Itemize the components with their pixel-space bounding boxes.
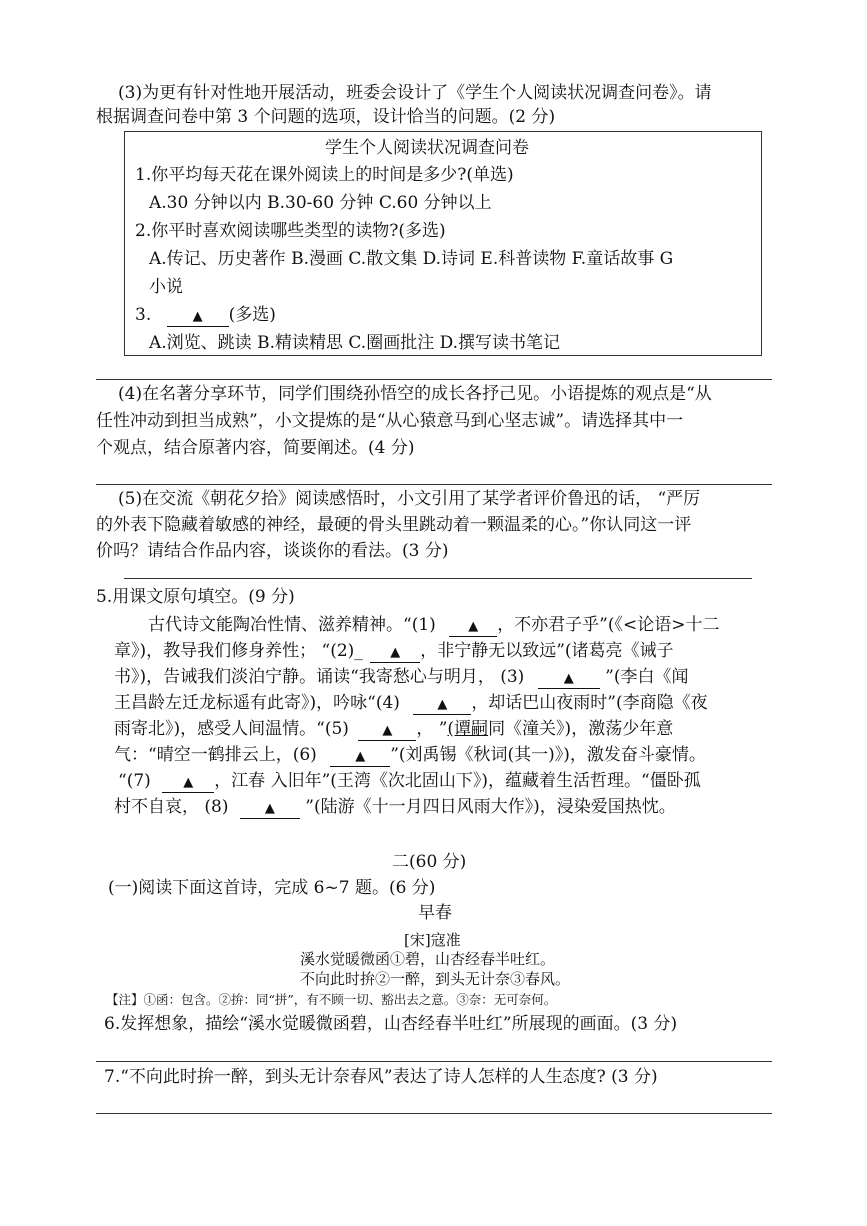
q5-line4 — [114, 692, 708, 715]
q5part-line1: (5)在交流《朝花夕拾》阅读感悟时，小文引用了某学者评价鲁迅的话， “严厉 — [118, 489, 701, 509]
q5part-line3: 价吗？请结合作品内容，谈谈你的看法。(3 分) — [96, 541, 449, 561]
triangle-marker-icon: ▲ — [563, 671, 574, 686]
poem-author: [宋]寇准 — [404, 931, 461, 949]
fill-blank-4 — [413, 694, 471, 715]
q5-text: ，却话巴山夜雨时”(李商隐《夜 — [471, 693, 708, 713]
q5-text: ，非宁静无以致远”(诸葛亮《诫子 — [420, 641, 674, 661]
poem-note: 【注】①函：包含。②拚：同“拼”，有不顾一切、豁出去之意。③奈：无可奈何。 — [106, 992, 557, 1007]
fill-blank-5 — [358, 720, 416, 741]
q3-line1: (3)为更有针对性地开展活动，班委会设计了《学生个人阅读状况调查问卷》。请 — [118, 83, 712, 103]
fill-blank-3 — [538, 668, 600, 689]
q4-line2: 任性冲动到担当成熟”，小文提炼的是“从心猿意马到心坚志诚”。请选择其中一 — [96, 411, 684, 431]
survey-q3 — [135, 304, 276, 327]
fill-blank-2 — [370, 642, 420, 663]
fill-blank-7 — [162, 772, 214, 793]
survey-q3-blank — [167, 306, 229, 327]
q5-line8 — [114, 796, 676, 819]
q5-text: 章》)，教导我们修身养性； “(2)_ — [114, 641, 363, 661]
poem-line1: 溪水觉暖微函①碧，山杏经春半吐红。 — [300, 950, 556, 968]
fill-blank-1 — [449, 616, 497, 637]
triangle-marker-icon: ▲ — [355, 749, 366, 764]
triangle-marker-icon: ▲ — [183, 775, 194, 790]
answer-line — [96, 379, 772, 380]
triangle-marker-icon: ▲ — [390, 645, 401, 660]
poem-title: 早春 — [418, 903, 452, 923]
survey-q1: 1.你平均每天花在课外阅读上的时间是多少?(单选) — [135, 165, 514, 185]
q5-text: 王昌龄左迁龙标遥有此寄》)，吟咏“(4) — [114, 693, 400, 713]
survey-box — [124, 131, 762, 356]
triangle-marker-icon: ▲ — [468, 619, 479, 634]
answer-line — [96, 1061, 772, 1062]
poem-line2: 不向此时拚②一醉，到头无计奈③春风。 — [300, 970, 571, 988]
fill-blank-6 — [330, 746, 390, 767]
q4-line3: 个观点，结合原著内容，简要阐述。(4 分) — [96, 438, 415, 458]
q5-text: 书》)，告诫我们淡泊宁静。诵读“我寄愁心与明月， (3) — [114, 667, 525, 687]
q5-text: ，不亦君子乎”(《<论语>十二 — [497, 615, 720, 635]
q5-text: 雨寄北》)，感受人间温情。“(5) — [114, 719, 349, 739]
q5-text: ， ” — [416, 719, 448, 739]
answer-line — [96, 484, 772, 485]
triangle-marker-icon: ▲ — [382, 723, 393, 738]
q5-line1 — [148, 614, 720, 637]
q5-text: ”(李白《闻 — [599, 667, 689, 687]
q5-heading: 5.用课文原句填空。(9 分) — [96, 587, 295, 607]
survey-q3-suffix: (多选) — [228, 305, 276, 325]
q4-line1: (4)在名著分享环节，同学们围绕孙悟空的成长各抒己见。小语提炼的观点是“从 — [118, 384, 712, 404]
q5-text-underlined: (谭嗣 — [447, 719, 489, 739]
q5-text: “(7) — [118, 771, 151, 791]
q5-line2 — [114, 640, 674, 663]
q5-text: 村不自哀， (8) — [114, 797, 229, 817]
answer-line — [96, 1113, 772, 1114]
q5-text: ”(刘禹锡《秋词(其一)》)，激发奋斗豪情。 — [390, 745, 706, 765]
triangle-marker-icon: ▲ — [437, 697, 448, 712]
q5-text: ，江春 入旧年”(王湾《次北固山下》)，蕴藏着生活哲理。“僵卧孤 — [214, 771, 701, 791]
survey-q2: 2.你平时喜欢阅读哪些类型的读物?(多选) — [135, 221, 446, 241]
survey-q2-options-line1: A.传记、历史著作 B.漫画 C.散文集 D.诗词 E.科普读物 F.童话故事 G — [149, 249, 674, 269]
q5-line3 — [114, 666, 688, 689]
q5-line6 — [114, 744, 706, 767]
q5-line7 — [118, 770, 701, 793]
triangle-marker-icon: ▲ — [192, 309, 203, 324]
question-7: 7.“不向此时拚一醉，到头无计奈春风”表达了诗人怎样的人生态度? (3 分) — [104, 1067, 658, 1087]
q5-text: 古代诗文能陶冶性情、滋养精神。“(1) — [148, 615, 436, 635]
survey-title: 学生个人阅读状况调查问卷 — [325, 138, 529, 158]
survey-q2-options-line2: 小说 — [149, 277, 183, 297]
q5-line5 — [114, 718, 673, 741]
q5-text: 气：“晴空一鹤排云上，(6) — [114, 745, 317, 765]
q5part-line2: 的外表下隐藏着敏感的神经，最硬的骨头里跳动着一颗温柔的心。”你认同这一评 — [96, 515, 692, 535]
q3-line2: 根据调查问卷中第 3 个问题的选项，设计恰当的问题。(2 分) — [96, 107, 556, 127]
section-intro: (一)阅读下面这首诗，完成 6~7 题。(6 分) — [108, 878, 436, 898]
q5-text: ”(陆游《十一月四日风雨大作》)，浸染爱国热忱。 — [299, 797, 676, 817]
answer-line — [124, 578, 752, 579]
q5-text: 同《潼关》)，激荡少年意 — [488, 719, 674, 739]
survey-q3-number: 3. — [135, 305, 152, 325]
survey-q1-options: A.30 分钟以内 B.30-60 分钟 C.60 分钟以上 — [149, 193, 492, 213]
survey-q3-options: A.浏览、跳读 B.精读精思 C.圈画批注 D.撰写读书笔记 — [149, 333, 561, 353]
fill-blank-8 — [240, 798, 300, 819]
section-heading: 二(60 分) — [392, 852, 467, 872]
triangle-marker-icon: ▲ — [264, 801, 275, 816]
question-6: 6.发挥想象，描绘“溪水觉暖微函碧，山杏经春半吐红”所展现的画面。(3 分) — [104, 1014, 678, 1034]
